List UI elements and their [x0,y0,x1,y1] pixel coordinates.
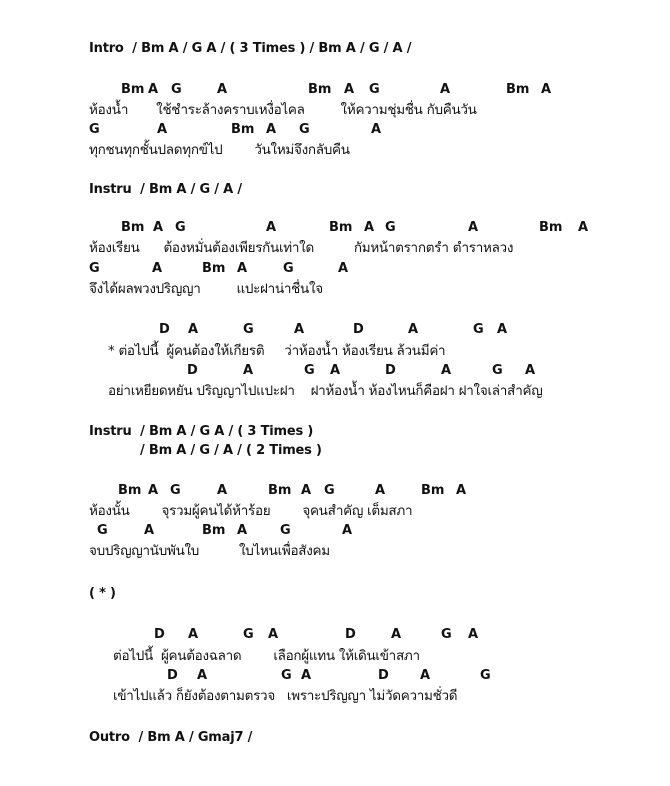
chord-label: D [345,627,356,642]
chorus1-lyric2: อย่าเหยียดหยัน ปริญญาไปแปะฝา ฝาห้องน้ำ ห้องไหนก็คือฝา ฝาใจเล่าสำคัญ [108,383,543,399]
intro-line: Intro / Bm A / G A / ( 3 Times ) / Bm A / G / A / [89,41,412,56]
chord-label: G [324,483,335,498]
chord-label: A [330,363,341,378]
chord-label: A [408,322,419,337]
verse1-lyric2: ทุกชนทุกชั้นปลดทุกข์ไป วันใหม่จึงกลับคืน [89,142,350,158]
chord-label: G [441,627,452,642]
chord-label: A [468,627,479,642]
chord-label: A [217,483,228,498]
chord-label: G [89,122,100,137]
chord-label: A [237,523,248,538]
chord-label: G [89,261,100,276]
chord-label: A [237,261,248,276]
chord-label: D [159,322,170,337]
chord-label: A [152,261,163,276]
chord-label: A [157,122,168,137]
chord-label: Bm [202,261,226,276]
chord-label: G [243,627,254,642]
chord-label: Bm [202,523,226,538]
chord-label: A [391,627,402,642]
chord-label: A [541,82,552,97]
chord-label: D [187,363,198,378]
verse2-chords2 [0,261,670,277]
verse3-lyric2: จบปริญญานับพันใบ ใบไหนเพื่อสังคม [89,543,330,559]
chord-label: Bm [118,483,142,498]
repeat-marker: ( * ) [89,586,116,601]
verse1-chords1 [0,82,670,98]
verse3-chords1 [0,483,670,499]
chord-label: A [456,483,467,498]
chord-label: G [369,82,380,97]
chorus2-lyric1: ต่อไปนี้ ผู้คนต้องฉลาด เลือกผู้แทน ให้เดินเข้าสภา [113,648,420,664]
instru1-line: Instru / Bm A / G / A / [89,182,242,197]
chord-label: G [385,220,396,235]
chord-label: A [144,523,155,538]
chord-label: D [167,668,178,683]
chord-label: Bm [539,220,563,235]
chord-label: Bm [121,82,145,97]
chord-label: G [175,220,186,235]
chord-label: G [283,261,294,276]
chorus1-chords1 [0,322,670,338]
chord-label: A [148,82,159,97]
chord-label: Bm [231,122,255,137]
verse2-lyric2: จึงได้ผลพวงปริญญา แปะฝาน่าชื่นใจ [89,281,323,297]
outro-line: Outro / Bm A / Gmaj7 / [89,730,253,745]
chord-label: A [344,82,355,97]
chord-label: A [294,322,305,337]
chord-label: Bm [329,220,353,235]
chord-label: A [268,627,279,642]
chord-label: G [304,363,315,378]
chord-label: D [353,322,364,337]
chord-label: A [371,122,382,137]
chord-label: G [281,668,292,683]
chord-label: G [97,523,108,538]
verse1-lyric1: ห้องน้ำ ใช้ชำระล้างคราบเหงื่อไคล ให้ความชุ่มชื่น กับคืนวัน [89,102,477,118]
chord-label: G [243,322,254,337]
chord-label: A [188,322,199,337]
chord-label: A [440,82,451,97]
chord-label: A [364,220,375,235]
chord-label: G [170,483,181,498]
chord-label: A [243,363,254,378]
chord-label: G [280,523,291,538]
chord-label: A [468,220,479,235]
chord-label: Bm [421,483,445,498]
chord-label: Bm [308,82,332,97]
chord-label: A [301,668,312,683]
chord-label: A [266,220,277,235]
chord-label: D [385,363,396,378]
chord-label: A [420,668,431,683]
chord-label: A [578,220,589,235]
chord-label: G [171,82,182,97]
chord-label: D [154,627,165,642]
chord-label: Bm [121,220,145,235]
chord-label: Bm [268,483,292,498]
chord-label: A [525,363,536,378]
verse1-chords2 [0,122,670,138]
chord-label: A [441,363,452,378]
chord-label: A [338,261,349,276]
chord-label: G [473,322,484,337]
verse2-lyric1: ห้องเรียน ต้องหมั่นต้องเพียรกันเท่าใด กัมหน้าตรากตรำ ตำราหลวง [89,240,514,256]
chorus2-chords1 [0,627,670,643]
chord-label: G [492,363,503,378]
chord-label: A [217,82,228,97]
verse2-chords1 [0,220,670,236]
chord-label: G [480,668,491,683]
chord-label: A [148,483,159,498]
chorus1-lyric1: * ต่อไปนี้ ผู้คนต้องให้เกียรติ ว่าห้องน้ำ ห้องเรียน ล้วนมีค่า [108,343,446,359]
chorus2-chords2 [0,668,670,684]
chord-label: A [301,483,312,498]
chorus2-lyric2: เข้าไปแล้ว ก็ยังต้องตามตรวจ เพราะปริญญา ไม่วัดความชั่วดี [113,688,458,704]
chord-label: A [375,483,386,498]
chord-label: Bm [506,82,530,97]
chord-label: A [266,122,277,137]
chord-label: A [153,220,164,235]
chorus1-chords2 [0,363,670,379]
chord-label: A [188,627,199,642]
chord-label: G [299,122,310,137]
chord-label: A [197,668,208,683]
verse3-lyric1: ห้องนั้น จุรวมผู้คนได้ห้าร้อย จุคนสำคัญ เต็มสภา [89,503,413,519]
instru2-line2: / Bm A / G / A / ( 2 Times ) [140,443,322,458]
instru2-line1: Instru / Bm A / G A / ( 3 Times ) [89,424,314,439]
verse3-chords2 [0,523,670,539]
chord-label: A [342,523,353,538]
chord-label: A [497,322,508,337]
chord-label: D [378,668,389,683]
